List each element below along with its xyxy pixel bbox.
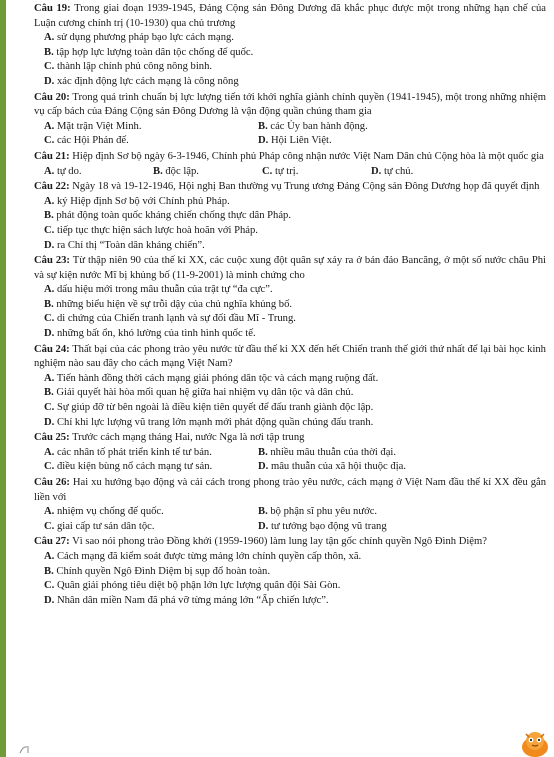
question-number: Câu 24:	[34, 343, 70, 355]
option-a: A. nhiệm vụ chống đế quốc.	[44, 506, 164, 518]
question-number: Câu 25:	[34, 432, 70, 444]
question-27	[34, 535, 546, 608]
question-number: Câu 22:	[34, 181, 70, 193]
option-a: A. Mặt trận Việt Minh.	[44, 120, 142, 132]
option-d: D. tự chủ.	[371, 165, 414, 177]
question-24	[34, 343, 546, 431]
option-d: D. Nhân dân miền Nam đã phá vỡ từng mảng lớn “Ấp chiến lược”.	[44, 594, 329, 606]
question-text: Trong quá trình chuẩn bị lực lượng tiến tới khởi nghĩa giành chính quyền (1941-1945), một trong những nhiệm vụ cấp bách của Đảng Cộng sản Đông Dương là vận động quần chúng tham gia	[34, 91, 546, 118]
question-text: Hiệp định Sơ bộ ngày 6-3-1946, Chính phủ Pháp công nhận nước Việt Nam Dân chủ Cộng hòa là một quốc gia	[72, 150, 544, 162]
option-b: B. các Ủy ban hành động.	[258, 120, 368, 132]
option-c: C. giai cấp tư sản dân tộc.	[44, 520, 155, 532]
option-a: A. Tiến hành đồng thời cách mạng giải phóng dân tộc và cách mạng ruộng đất.	[44, 372, 379, 384]
option-d: D. ra Chỉ thị “Toàn dân kháng chiến”.	[44, 239, 205, 251]
option-b: B. tập hợp lực lượng toàn dân tộc chống đế quốc.	[44, 46, 254, 58]
question-number: Câu 21:	[34, 150, 70, 162]
question-number: Câu 27:	[34, 536, 70, 548]
question-list	[34, 2, 546, 609]
option-c: C. điều kiện bùng nổ cách mạng tư sản.	[44, 461, 213, 473]
option-d: D. Chỉ khi lực lượng vũ trang lớn mạnh mới phát động quần chúng đấu tranh.	[44, 416, 374, 428]
option-c: C. di chứng của Chiến tranh lạnh và sự đối đầu Mĩ - Trung.	[44, 313, 296, 325]
question-text: Từ thập niên 90 của thế kỉ XX, các cuộc xung đột quân sự xảy ra ở bán đảo Bancăng, ở một số nước châu Phi và sự kiện nước Mĩ bị khủng bố (11-9-2001) là minh chứng cho	[34, 255, 547, 281]
option-b: B. những biểu hiện về sự trỗi dậy của chủ nghĩa khủng bố.	[44, 298, 293, 310]
question-20	[34, 91, 546, 149]
option-d: D. những bất ổn, khó lường của tình hình quốc tế.	[44, 328, 256, 340]
option-c: C. Quân giải phóng tiêu diệt bộ phận lớn lực lượng quân đội Sài Gòn.	[44, 580, 341, 592]
option-d: D. mâu thuẫn của xã hội thuộc địa.	[258, 461, 406, 473]
option-c: C. thành lập chính phủ công nông binh.	[44, 61, 213, 73]
mascot-icon	[519, 729, 551, 757]
question-text: Trước cách mạng tháng Hai, nước Nga là nơi tập trung	[72, 432, 305, 444]
question-25	[34, 431, 546, 475]
question-22	[34, 180, 546, 253]
option-b: B. độc lập.	[153, 165, 199, 177]
question-text: Trong giai đoạn 1939-1945, Đảng Cộng sản Đông Dương đã khắc phục được một trong những hạn chế của Luận cương chính trị (10-1930) qua chủ trương	[34, 3, 546, 29]
option-c: C. các Hội Phản đế.	[44, 135, 129, 147]
question-21	[34, 150, 546, 179]
option-c: C. tiếp tục thực hiện sách lược hoà hoãn với Pháp.	[44, 224, 258, 236]
option-a: A. ký Hiệp định Sơ bộ với Chính phủ Pháp.	[44, 195, 230, 207]
option-c: C. Sự giúp đỡ từ bên ngoài là điều kiện tiên quyết để đấu tranh giành độc lập.	[44, 402, 374, 414]
question-26	[34, 476, 546, 534]
option-c: C. tự trị.	[262, 165, 299, 177]
option-b: B. Giải quyết hài hòa mối quan hệ giữa hai nhiệm vụ dân tộc và dân chủ.	[44, 387, 354, 399]
option-a: A. dấu hiệu mới trong mâu thuẫn của trật tự “đa cực”.	[44, 284, 273, 296]
option-a: A. sử dụng phương pháp bạo lực cách mạng.	[44, 32, 234, 44]
question-19	[34, 2, 546, 90]
corner-deco-icon	[18, 744, 32, 755]
question-text: Ngày 18 và 19-12-1946, Hội nghị Ban thường vụ Trung ương Đảng Cộng sản Đông Dương họp đã quyết định	[72, 181, 540, 193]
question-text: Vì sao nói phong trào Đồng khởi (1959-1960) làm lung lay tận gốc chính quyền Ngô Đình Diệm?	[72, 536, 487, 548]
option-d: D. Hội Liên Việt.	[258, 135, 332, 147]
option-a: A. Cách mạng đã kiểm soát được từng mảng lớn chính quyền cấp thôn, xã.	[44, 550, 362, 562]
option-a: A. các nhân tố phát triển kinh tế tư bản.	[44, 446, 212, 458]
option-b: B. phát động toàn quốc kháng chiến chống thực dân Pháp.	[44, 210, 292, 222]
option-d: D. xác định động lực cách mạng là công nông	[44, 75, 239, 87]
question-number: Câu 23:	[34, 255, 70, 267]
option-b: B. nhiều mâu thuẫn của thời đại.	[258, 446, 397, 458]
question-number: Câu 26:	[34, 477, 70, 488]
option-b: B. Chính quyền Ngô Đình Diệm bị sụp đổ hoàn toàn.	[44, 565, 270, 577]
question-number: Câu 20:	[34, 91, 70, 103]
option-a: A. tự do.	[44, 165, 82, 177]
question-number: Câu 19:	[34, 3, 71, 14]
question-23	[34, 254, 546, 342]
option-d: D. tư tưởng bạo động vũ trang	[258, 520, 387, 532]
question-text: Thất bại của các phong trào yêu nước từ đầu thế kỉ XX đến hết Chiến tranh thế giới thứ nhất để lại bài học kinh nghiệm nào sau đây cho cách mạng Việt Nam?	[34, 343, 546, 370]
option-b: B. bộ phận sĩ phu yêu nước.	[258, 506, 378, 518]
question-text: Hai xu hướng bạo động và cải cách trong phong trào yêu nước, cách mạng ở Việt Nam đầu thế kỉ XX đều gắn liền với	[34, 477, 546, 503]
